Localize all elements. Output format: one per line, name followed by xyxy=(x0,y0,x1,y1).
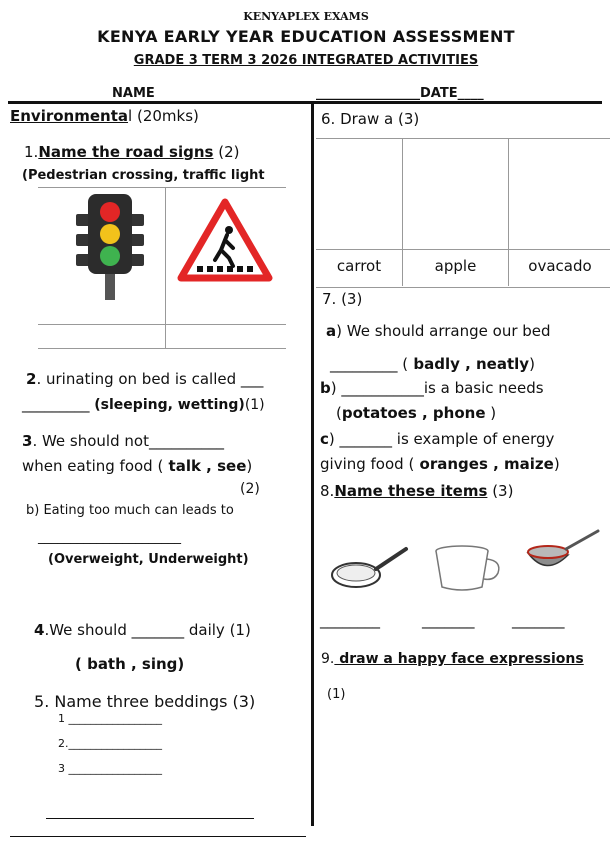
column-divider xyxy=(311,104,314,826)
question-3: 3. We should not__________ xyxy=(22,432,224,450)
question-3-marks: (2) xyxy=(240,481,260,497)
question-7a-options: _________ ( badly , neatly) xyxy=(330,355,535,373)
question-7b-options: (potatoes , phone ) xyxy=(336,404,497,422)
item-answer-1: ________ xyxy=(320,611,380,629)
draw-label-apple: apple xyxy=(434,257,477,275)
draw-label-ovacado: ovacado xyxy=(528,257,592,275)
exam-title: KENYA EARLY YEAR EDUCATION ASSESSMENT xyxy=(97,27,515,46)
exam-subtitle: GRADE 3 TERM 3 2026 INTEGRATED ACTIVITIES xyxy=(133,53,479,68)
question-1-options: (Pedestrian crossing, traffic light xyxy=(22,168,265,183)
question-3b-options: (Overweight, Underweight) xyxy=(48,552,249,567)
draw-label-carrot: carrot xyxy=(336,257,382,275)
q1-answer-line xyxy=(38,324,286,325)
question-7c-options: giving food ( oranges , maize) xyxy=(320,455,560,473)
section-name: Environmenta xyxy=(10,107,129,125)
question-7: 7. (3) xyxy=(322,290,363,308)
date-blank: ____ xyxy=(457,86,484,101)
question-7c: c) _______ is example of energy xyxy=(320,430,555,448)
question-3-line2: when eating food ( talk , see) xyxy=(22,457,253,475)
traffic-light-icon xyxy=(74,192,146,300)
date-label: DATE xyxy=(420,86,458,101)
question-4: 4.We should _______ daily (1) xyxy=(34,621,251,639)
name-line xyxy=(316,86,484,101)
question-4-options: ( bath , sing) xyxy=(75,655,185,673)
bedding-line-2: 2._________________ xyxy=(58,737,162,750)
question-3b-blank: ______________________ xyxy=(38,530,181,545)
question-7b: b) ___________is a basic needs xyxy=(320,379,544,397)
question-9-marks: (1) xyxy=(327,687,346,702)
item-answer-3: _______ xyxy=(512,611,565,629)
question-9: 9. draw a happy face expressions xyxy=(321,651,584,667)
name-blank: ________________ xyxy=(316,86,420,101)
top-rule xyxy=(8,101,602,104)
bedding-line-1: 1 _________________ xyxy=(58,712,162,725)
question-2-line2: _________ (sleeping, wetting)(1) xyxy=(22,395,265,413)
frying-pan-icon xyxy=(330,545,412,591)
question-2: 2. urinating on bed is called ___ xyxy=(26,370,264,388)
sieve-icon xyxy=(524,525,602,577)
question-5: 5. Name three beddings (3) xyxy=(34,692,256,711)
item-answer-2: _______ xyxy=(422,611,475,629)
question-7a: a) We should arrange our bed xyxy=(326,322,551,340)
draw-table-label-row xyxy=(316,249,610,250)
name-label: NAME xyxy=(112,86,155,101)
exam-org: KENYAPLEX EXAMS xyxy=(243,10,369,23)
question-1: 1.Name the road signs (2) xyxy=(24,143,240,161)
extra-answer-line xyxy=(46,818,254,819)
cup-icon xyxy=(432,543,504,593)
section-marks: (20mks) xyxy=(136,107,199,125)
question-6: 6. Draw a (3) xyxy=(321,110,420,128)
section-heading: Environmental (20mks) xyxy=(10,107,199,125)
bedding-line-3: 3 _________________ xyxy=(58,762,162,775)
question-3b: b) Eating too much can leads to xyxy=(26,503,234,518)
pedestrian-crossing-sign-icon xyxy=(177,198,273,284)
question-8: 8.Name these items (3) xyxy=(320,482,514,500)
bottom-rule xyxy=(10,836,306,837)
